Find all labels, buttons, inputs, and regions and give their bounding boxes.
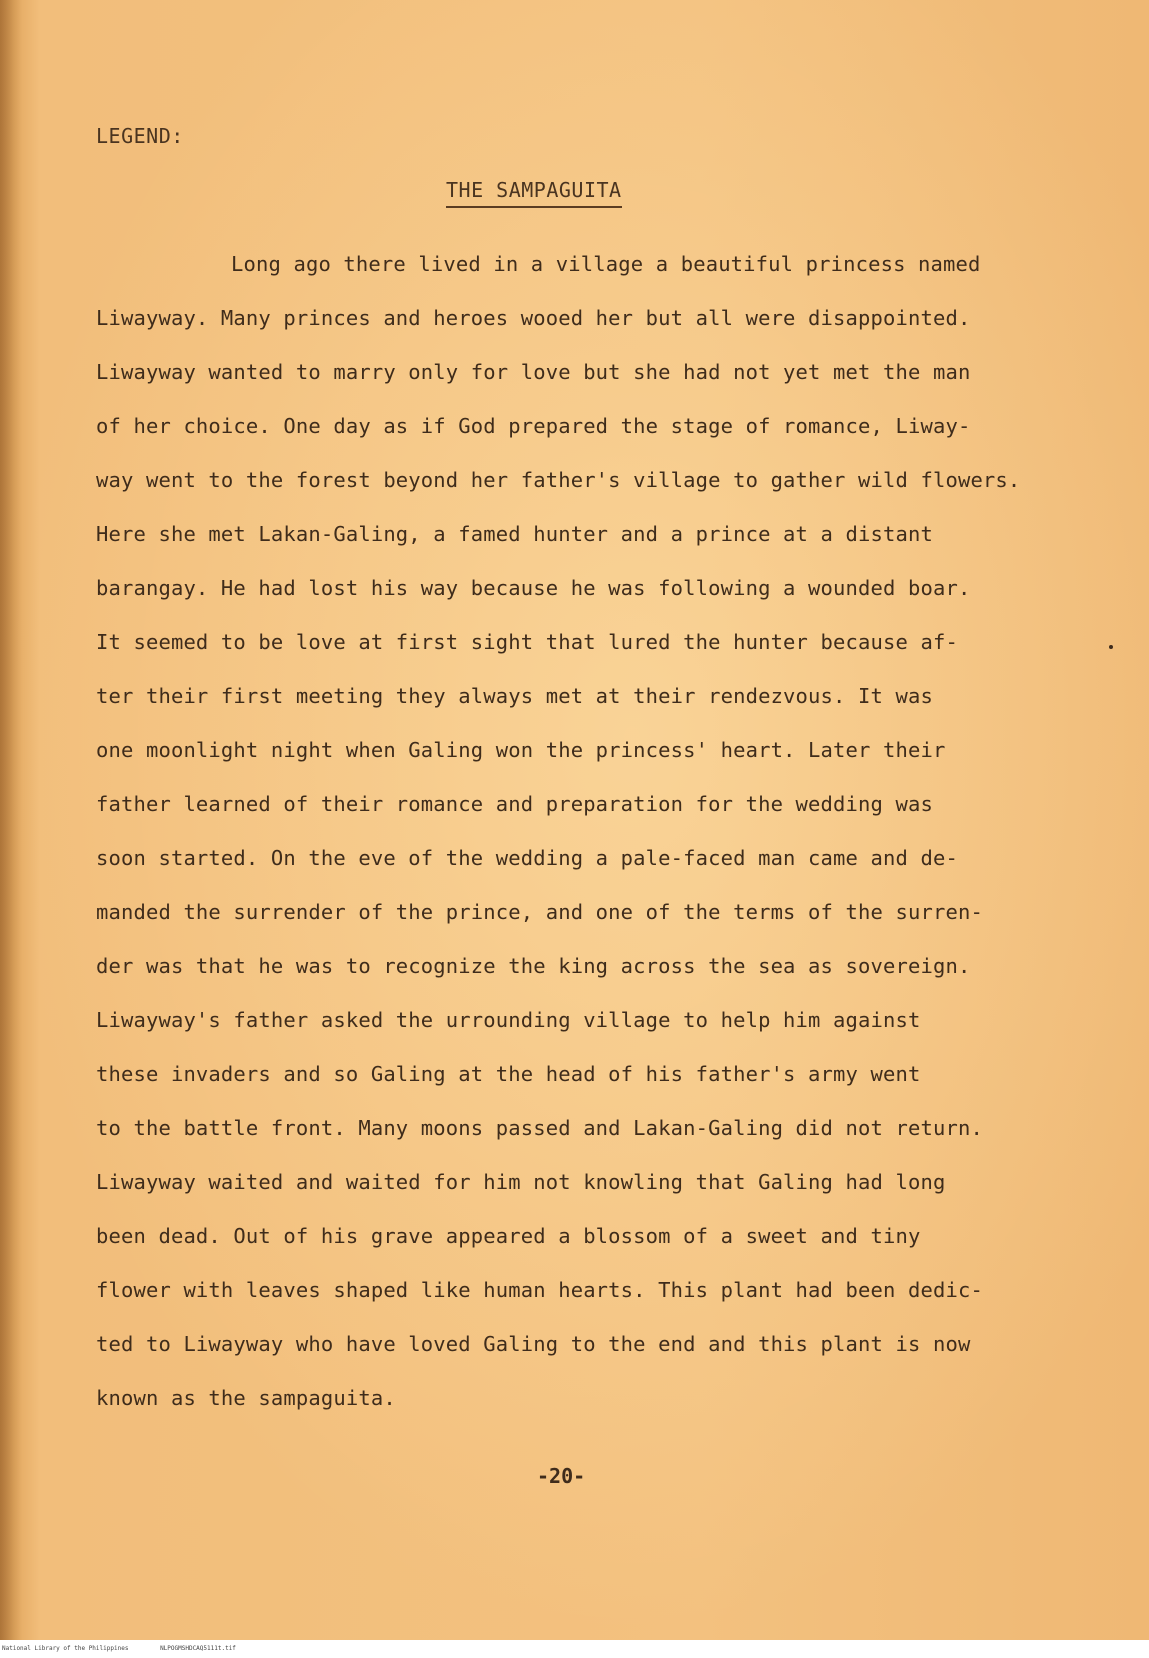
body-line: It seemed to be love at first sight that lured the hunter because af-: [96, 630, 958, 654]
legend-body: [96, 252, 1096, 1440]
body-line: Long ago there lived in a village a beautiful princess named: [231, 252, 981, 276]
body-line: been dead. Out of his grave appeared a blossom of a sweet and tiny: [96, 1224, 921, 1248]
page-edge-shadow: [0, 0, 22, 1640]
body-line: known as the sampaguita.: [96, 1386, 396, 1410]
section-heading: LEGEND:: [96, 124, 184, 148]
body-line: barangay. He had lost his way because he was following a wounded boar.: [96, 576, 971, 600]
body-line: Liwayway wanted to marry only for love but she had not yet met the man: [96, 360, 971, 384]
body-line: way went to the forest beyond her father's village to gather wild flowers.: [96, 468, 1021, 492]
body-line: Liwayway. Many princes and heroes wooed her but all were disappointed.: [96, 306, 971, 330]
body-line: der was that he was to recognize the king across the sea as sovereign.: [96, 954, 971, 978]
body-line: ter their first meeting they always met at their rendezvous. It was: [96, 684, 933, 708]
body-line: Liwayway waited and waited for him not knowling that Galing had long: [96, 1170, 946, 1194]
body-line: soon started. On the eve of the wedding a pale-faced man came and de-: [96, 846, 958, 870]
body-line: of her choice. One day as if God prepared the stage of romance, Liway-: [96, 414, 971, 438]
body-line: Liwayway's father asked the urrounding village to help him against: [96, 1008, 921, 1032]
body-line: manded the surrender of the prince, and one of the terms of the surren-: [96, 900, 983, 924]
body-line: father learned of their romance and preparation for the wedding was: [96, 792, 933, 816]
body-line: ted to Liwayway who have loved Galing to the end and this plant is now: [96, 1332, 971, 1356]
body-line: flower with leaves shaped like human hearts. This plant had been dedic-: [96, 1278, 983, 1302]
scan-footer: [0, 1640, 1149, 1658]
ink-speck: [1109, 645, 1113, 649]
document-title: THE SAMPAGUITA: [446, 178, 622, 208]
body-line: Here she met Lakan-Galing, a famed hunter and a prince at a distant: [96, 522, 933, 546]
footer-library: National Library of the Philippines: [2, 1645, 129, 1652]
body-line: one moonlight night when Galing won the princess' heart. Later their: [96, 738, 946, 762]
body-line: to the battle front. Many moons passed and Lakan-Galing did not return.: [96, 1116, 983, 1140]
body-line: these invaders and so Galing at the head of his father's army went: [96, 1062, 921, 1086]
page-number: -20-: [537, 1464, 586, 1488]
footer-filename: NLPOGMSHDCAQ5111t.tif: [160, 1645, 236, 1652]
